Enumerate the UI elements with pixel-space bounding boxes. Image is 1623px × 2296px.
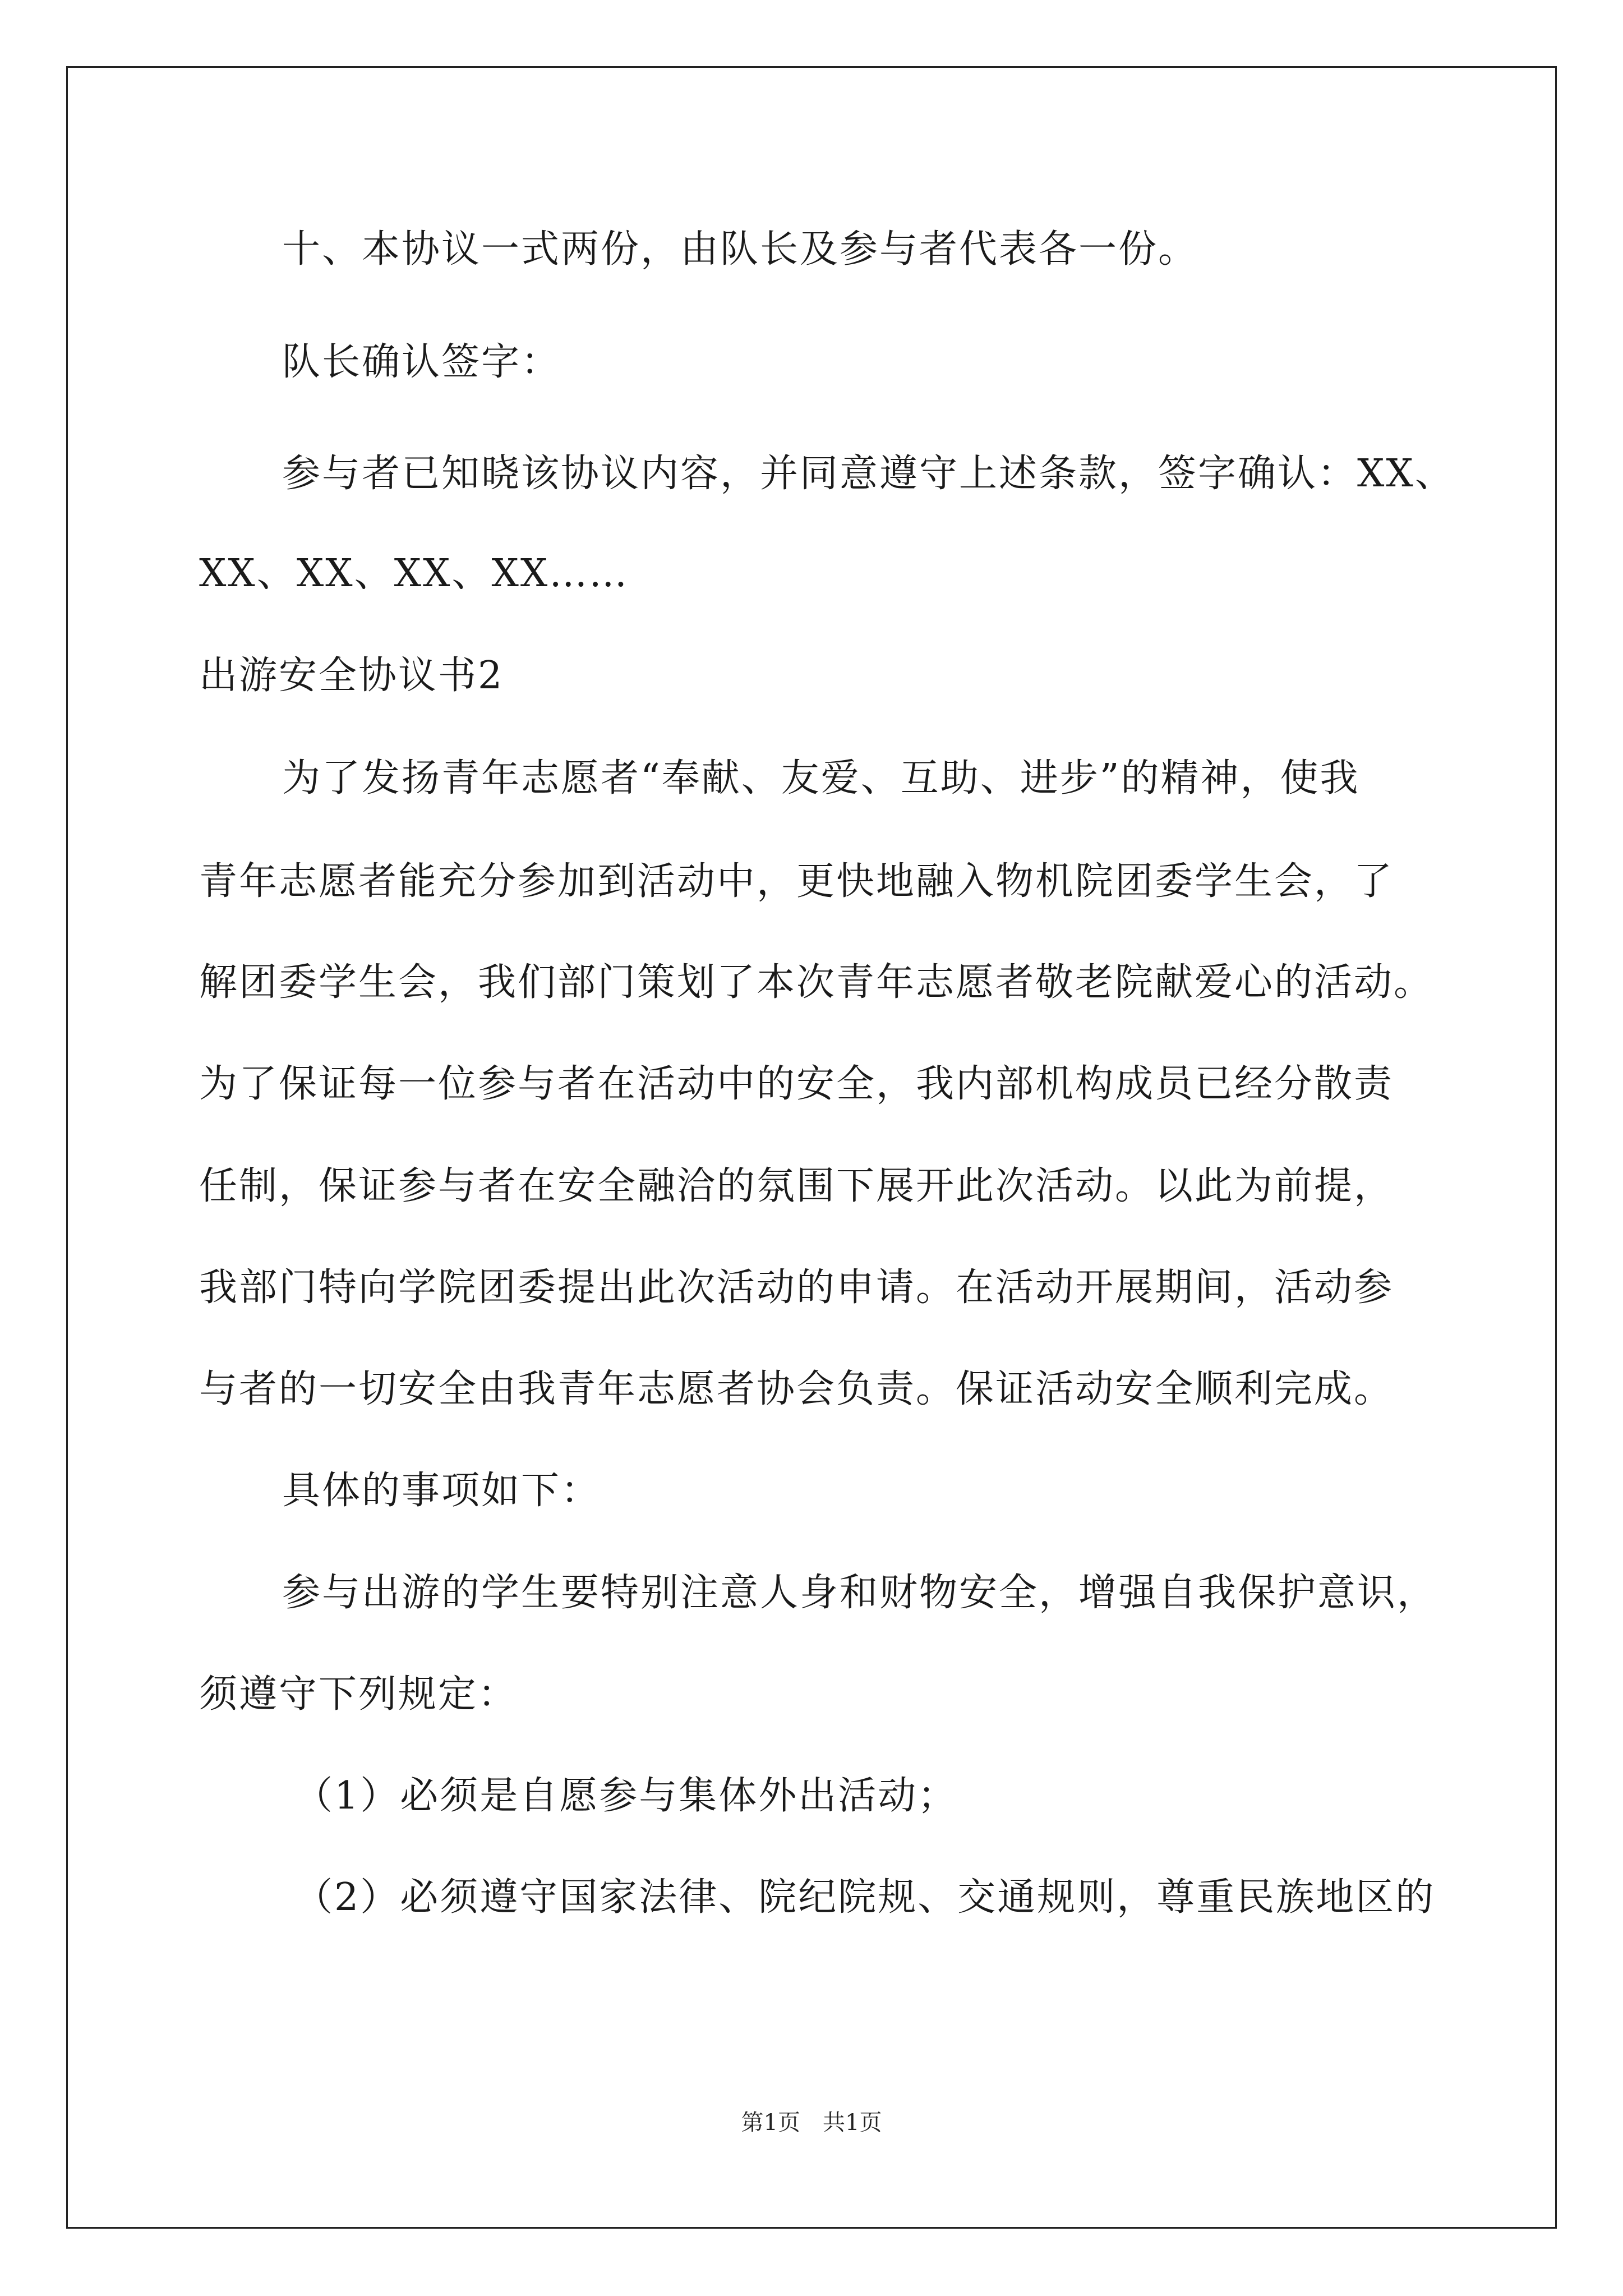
paragraph-line: 任制，保证参与者在安全融洽的氛围下展开此次活动。以此为前提， (199, 1164, 1394, 1208)
paragraph-line: 参与出游的学生要特别注意人身和财物安全，增强自我保护意识， (282, 1571, 1437, 1615)
page-number: 第1页 共1页 (741, 2110, 882, 2136)
list-item: （1）必须是自愿参与集体外出活动； (294, 1774, 958, 1818)
list-item: （2）必须遵守国家法律、院纪院规、交通规则，尊重民族地区的 (294, 1875, 1436, 1920)
paragraph-line: 我部门特向学院团委提出此次活动的申请。在活动开展期间，活动参 (199, 1266, 1394, 1310)
paragraph-line: XX、XX、XX、XX…… (199, 551, 629, 596)
paragraph-line: 须遵守下列规定： (199, 1672, 518, 1717)
section-title: 出游安全协议书2 (199, 654, 504, 698)
paragraph-line: 解团委学生会，我们部门策划了本次青年志愿者敬老院献爱心的活动。 (199, 960, 1434, 1005)
paragraph-line: 十、本协议一式两份，由队长及参与者代表各一份。 (282, 227, 1198, 272)
paragraph-line: 为了保证每一位参与者在活动中的安全，我内部机构成员已经分散责 (199, 1062, 1394, 1106)
paragraph-line: 为了发扬青年志愿者“奉献、友爱、互助、进步”的精神，使我 (282, 756, 1360, 800)
paragraph-line: 青年志愿者能充分参加到活动中，更快地融入物机院团委学生会，了 (199, 859, 1394, 904)
paragraph-line: 与者的一切安全由我青年志愿者协会负责。保证活动安全顺利完成。 (199, 1367, 1394, 1411)
paragraph-line: 队长确认签字： (282, 340, 561, 384)
paragraph-line: 参与者已知晓该协议内容，并同意遵守上述条款，签字确认：XX、 (282, 452, 1455, 496)
paragraph-line: 具体的事项如下： (282, 1469, 601, 1513)
